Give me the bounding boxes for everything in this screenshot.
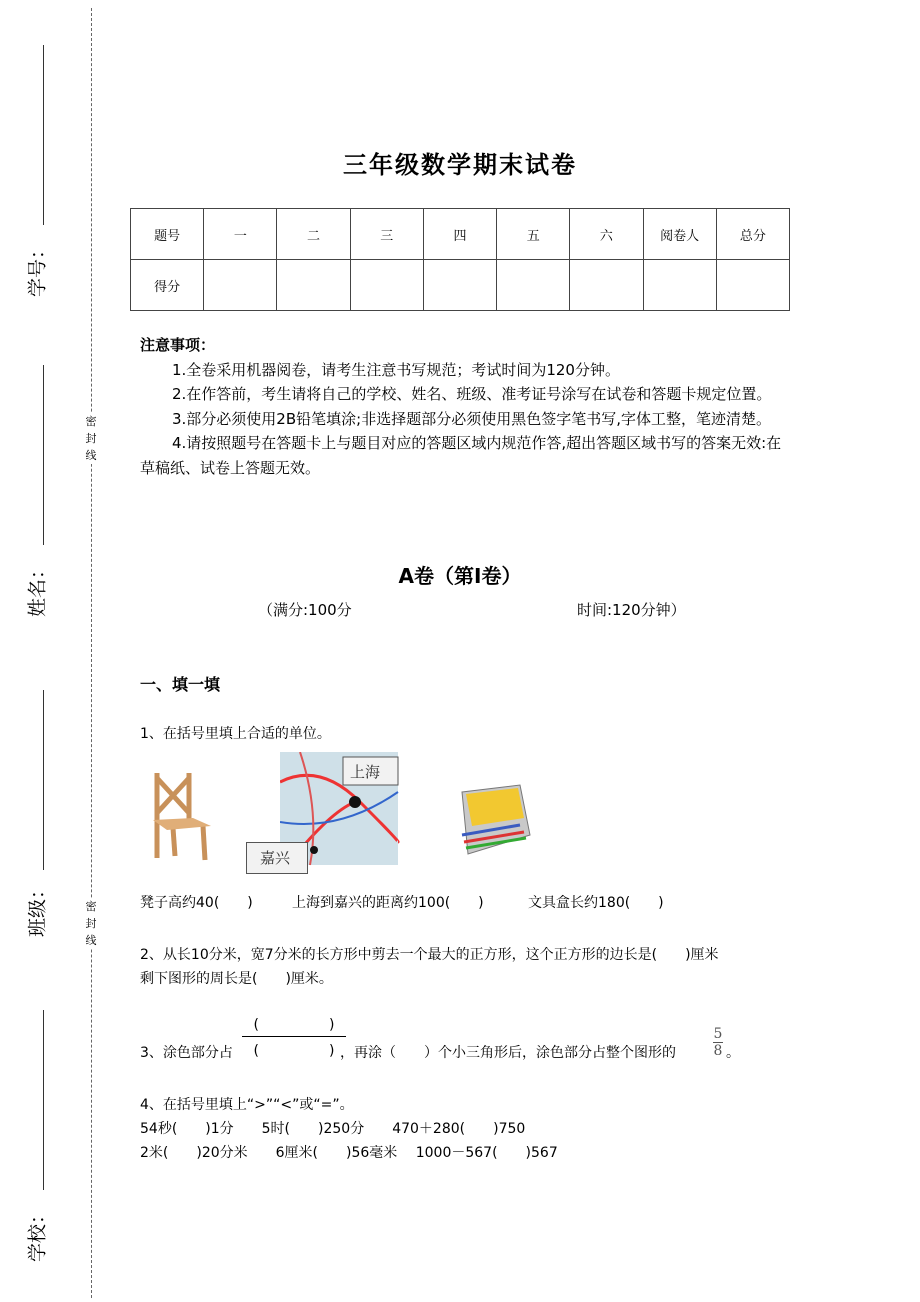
student-id-line[interactable] — [43, 45, 44, 225]
q1-answer-chair: 凳子高约40( ) — [140, 895, 253, 911]
section-title: A卷（第Ⅰ卷） — [398, 564, 522, 588]
score-table — [130, 208, 790, 311]
seal-dashed-line — [91, 8, 92, 1298]
q3-middle: ，再涂（ ）个小三角形后，涂色部分占整个图形的 — [340, 1045, 676, 1061]
table-header-row — [131, 209, 790, 260]
table-cell: 五 — [497, 209, 570, 260]
table-cell: 题号 — [131, 209, 204, 260]
page-title: 三年级数学期末试卷 — [343, 150, 577, 179]
fraction-numerator: 5 — [713, 1026, 723, 1042]
table-cell: 得分 — [131, 260, 204, 311]
map-label-shanghai: 上海 — [350, 763, 381, 781]
q3-numerator-blank[interactable]: ( ) — [242, 1014, 346, 1037]
class-label: 班级： — [26, 880, 49, 938]
notes — [140, 333, 785, 480]
q3-end: 。 — [726, 1045, 740, 1061]
score-cell[interactable] — [350, 260, 423, 311]
full-score: （满分:100分 — [258, 601, 352, 619]
q4-text: 4、在括号里填上“>”“<”或“=”。 — [140, 1097, 354, 1113]
q1-answer-pencilbox: 文具盒长约180( ) — [528, 895, 664, 911]
table-cell: 阅卷人 — [643, 209, 716, 260]
notes-heading: 注意事项： — [140, 336, 216, 354]
table-cell: 四 — [423, 209, 496, 260]
q2-line2: 剩下图形的周长是( )厘米。 — [140, 971, 333, 987]
score-cell[interactable] — [716, 260, 789, 311]
note-item: 1.全卷采用机器阅卷，请考生注意书写规范；考试时间为120分钟。 — [172, 360, 620, 379]
q3-denominator-blank[interactable]: ( ) — [253, 1043, 335, 1059]
student-id-label: 学号： — [26, 240, 49, 298]
q2-line1: 2、从长10分米，宽7分米的长方形中剪去一个最大的正方形，这个正方形的边长是( )厘米 — [140, 947, 719, 963]
exam-time: 时间:120分钟） — [577, 601, 686, 619]
q4-line2: 2米( )20分米 6厘米( )56毫米 1000－567( )567 — [140, 1145, 558, 1161]
map-label-jiaxing: 嘉兴 — [260, 849, 291, 867]
table-cell: 六 — [570, 209, 643, 260]
chair-image — [145, 768, 213, 863]
school-line[interactable] — [43, 1010, 44, 1190]
seal-label-top: 密封线 — [85, 415, 97, 462]
q3-prefix: 3、涂色部分占 — [140, 1045, 233, 1061]
note-item: 2.在作答前，考生请将自己的学校、姓名、班级、准考证号涂写在试卷和答题卡规定位置。 — [172, 385, 772, 403]
q4-line1: 54秒( )1分 5时( )250分 470＋280( )750 — [140, 1121, 526, 1137]
score-cell[interactable] — [423, 260, 496, 311]
table-cell: 一 — [204, 209, 277, 260]
score-cell[interactable] — [570, 260, 643, 311]
note-item: 3.部分必须使用2B铅笔填涂;非选择题部分必须使用黑色签字笔书写,字体工整，笔迹清楚。 — [172, 409, 771, 428]
table-cell: 总分 — [716, 209, 789, 260]
table-cell: 三 — [350, 209, 423, 260]
score-cell[interactable] — [204, 260, 277, 311]
fraction-denominator: 8 — [713, 1043, 723, 1059]
score-cell[interactable] — [643, 260, 716, 311]
class-line[interactable] — [43, 690, 44, 870]
school-label: 学校： — [26, 1205, 49, 1263]
score-cell[interactable] — [497, 260, 570, 311]
name-label: 姓名： — [26, 560, 49, 618]
table-cell: 二 — [277, 209, 350, 260]
note-item: 4.请按照题号在答题卡上与题目对应的答题区域内规范作答,超出答题区域书写的答案无效:在草稿纸、试卷上答题无效。 — [140, 434, 782, 477]
q1-answer-distance: 上海到嘉兴的距离约100( ) — [292, 895, 484, 911]
score-cell[interactable] — [277, 260, 350, 311]
seal-label-bottom: 密封线 — [85, 900, 97, 947]
table-score-row — [131, 260, 790, 311]
q1-text: 1、在括号里填上合适的单位。 — [140, 726, 331, 742]
name-line[interactable] — [43, 365, 44, 545]
pencil-box-image — [450, 780, 532, 858]
part-one-title: 一、填一填 — [140, 675, 221, 694]
